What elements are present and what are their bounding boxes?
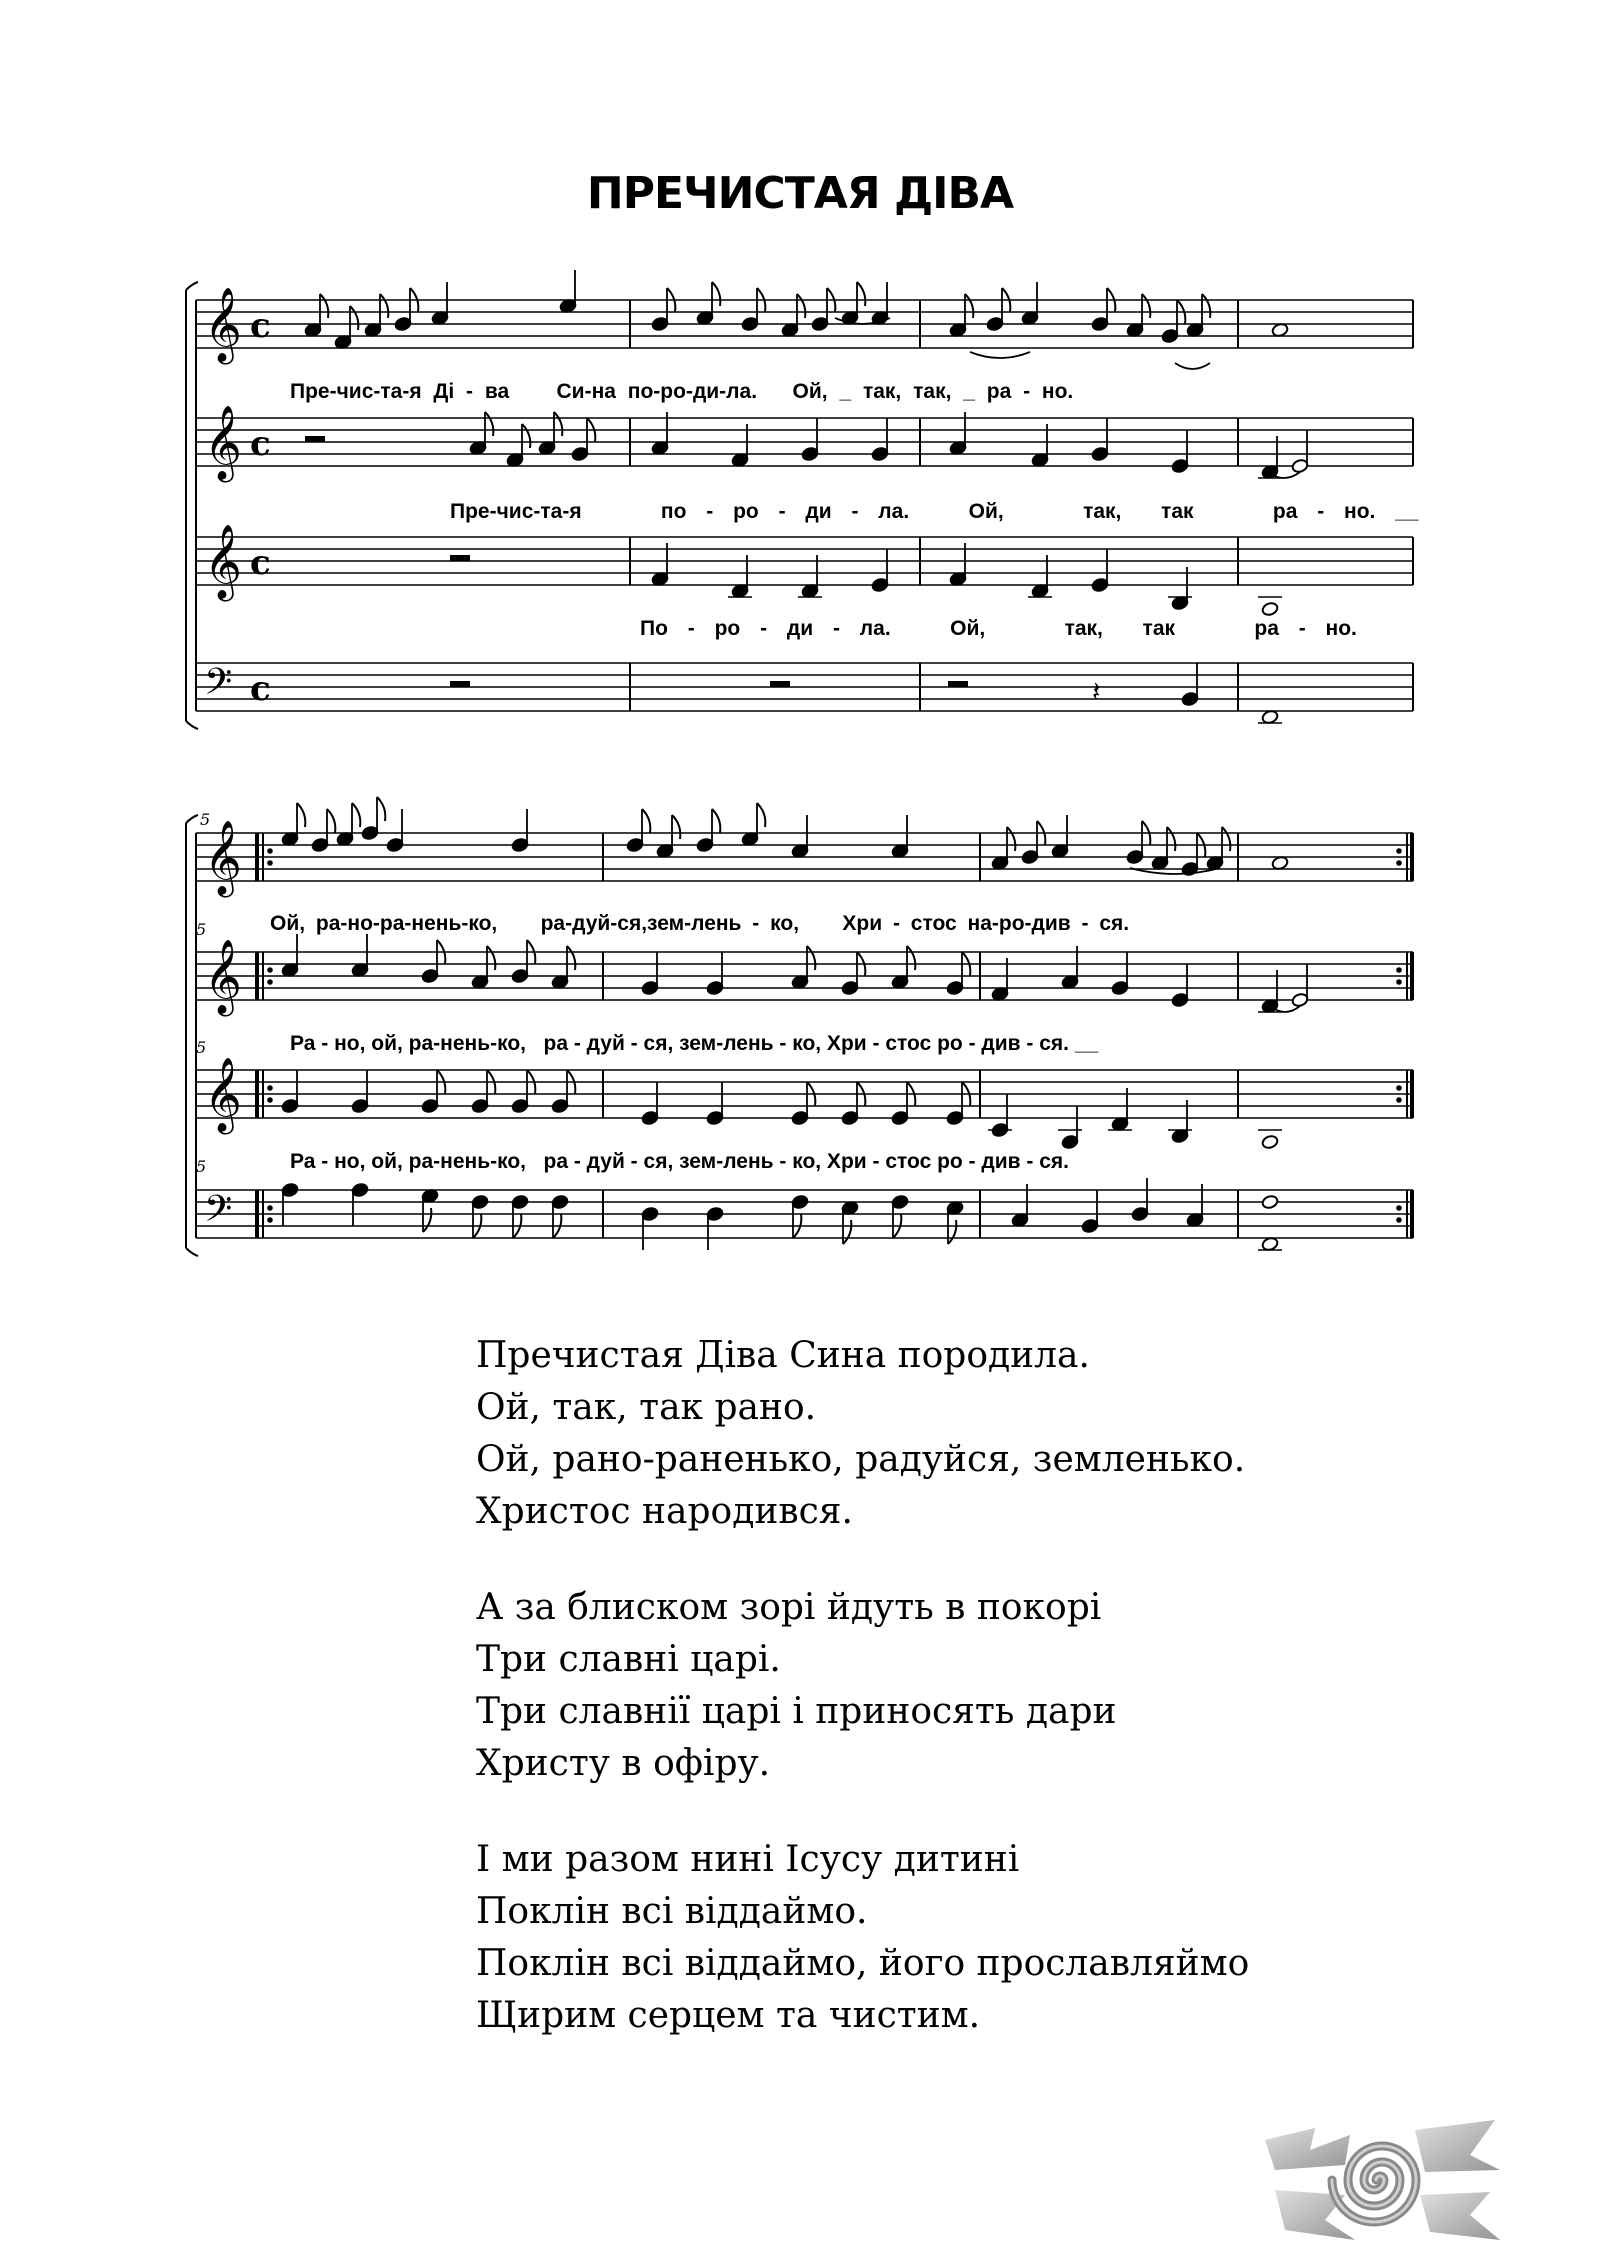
repeat-dot [1396,860,1402,866]
note-head [1261,1134,1279,1149]
verse-line: А за блиском зорі йдуть в покорі [476,1587,1102,1628]
lyrics-tenor-system1: По - ро - ди - ла. Ой, так, так ра - но. [640,617,1357,640]
note-flag [1142,294,1150,318]
verse-1 [476,1330,1376,1538]
note-flag [522,424,530,448]
bass-clef-icon: 𝄢 [204,1188,233,1239]
bass-clef-icon: 𝄢 [204,661,233,712]
rest-icon [450,555,470,561]
measure-number: 5 [196,1157,207,1176]
repeat-dot [1396,1205,1402,1211]
verse-line: Поклін всі віддаймо, його прославляймо [476,1943,1250,1984]
note-flag [1167,827,1175,851]
note-flag [642,809,650,833]
rest-icon [948,681,968,687]
verse-line: І ми разом нині Ісусу дитині [476,1839,1020,1880]
note-flag [350,306,358,330]
tie-slur [1175,363,1210,369]
treble-clef-icon: 𝄞 [204,1058,242,1132]
verse-2 [476,1582,1376,1790]
lyrics-alto-system1: Пре-чис-та-я по - ро - ди - ла. Ой, так, так ра - но. __ [450,500,1419,523]
note-flag [1202,294,1210,318]
note-flag [712,282,720,306]
treble-clef-icon: 𝄞 [204,288,242,362]
note-flag [352,803,360,827]
note-flag [948,1220,956,1244]
repeat-dot [1396,1217,1402,1223]
barline [255,952,259,1000]
treble-clef-icon: 𝄞 [204,821,242,895]
measure-number: 5 [196,920,207,939]
verse-line: Пречистая Діва Сина породила. [476,1335,1090,1376]
note-head [1261,601,1279,616]
swirl-ornament-icon [1255,2110,1505,2250]
barline [1410,952,1414,1000]
repeat-dot [1396,1085,1402,1091]
note-flag [797,294,805,318]
measure-number: 5 [200,810,211,829]
repeat-dot [1396,967,1402,973]
note-flag [857,282,865,306]
barline [255,833,259,881]
verse-line: Три славні царі. [476,1639,781,1680]
note-flag [487,946,495,970]
note-flag [554,412,562,436]
time-signature-icon: c [250,543,271,583]
verse-line: Ой, так, так рано. [476,1387,817,1428]
repeat-dot [1396,979,1402,985]
barline [255,1190,259,1238]
note-flag [807,946,815,970]
verse-line: Христу в офіру. [476,1743,771,1784]
barline [1410,1070,1414,1118]
time-signature-icon: c [250,306,271,346]
repeat-dot [267,1085,273,1091]
note-flag [1007,827,1015,851]
note-head [1261,1194,1279,1209]
treble-clef-icon: 𝄞 [204,525,242,599]
note-flag [380,294,388,318]
note-flag [377,797,385,821]
note-flag [843,1220,851,1244]
lyrics-alto-system2: Ра - но, ой, ра-нень-ко, ра - дуй - ся, зем-лень - ко, Хри - стос ро - див - ся. __ [290,1032,1099,1055]
note-flag [907,946,915,970]
lyrics-tenor-system2: Ра - но, ой, ра-нень-ко, ра - дуй - ся, зем-лень - ко, Хри - стос ро - див - ся. [290,1150,1069,1173]
note-flag [320,294,328,318]
verse-line: Три славнії царі і приносять дари [476,1691,1117,1732]
time-signature-icon: c [250,424,271,464]
verse-3 [476,1834,1376,2042]
repeat-dot [1396,848,1402,854]
measure-number: 5 [196,1038,207,1057]
repeat-dot [267,967,273,973]
note-flag [485,412,493,436]
note-flag [423,1208,431,1232]
repeat-dot [267,979,273,985]
rest-icon [450,681,470,687]
note-flag [1222,827,1230,851]
repeat-dot [267,860,273,866]
lyrics-soprano-system2: Ой, ра-но-ра-нень-ко, ра-дуй-ся,зем-лень - ко, Хри - стос на-ро-див - ся. [270,912,1130,935]
rest-icon [770,681,790,687]
verse-line: Христос народився. [476,1491,853,1532]
verse-line: Ой, рано-раненько, радуйся, земленько. [476,1439,1246,1480]
note-flag [297,803,305,827]
repeat-dot [1396,1097,1402,1103]
note-flag [567,946,575,970]
lyrics-soprano-system1: Пре-чис-та-я Ді - ва Си-на по-ро-ди-ла. Ой, _ так, так, _ ра - но. [290,380,1074,403]
treble-clef-icon: 𝄞 [204,406,242,480]
barline [1410,833,1414,881]
repeat-dot [267,848,273,854]
note-flag [757,803,765,827]
barline [1410,1190,1414,1238]
rest-icon [305,436,325,442]
note-flag [672,815,680,839]
verse-line: Щирим серцем та чистим. [476,1995,981,2036]
note-flag [327,809,335,833]
note-flag [712,809,720,833]
verse-line: Поклін всі віддаймо. [476,1891,868,1932]
treble-clef-icon: 𝄞 [204,940,242,1014]
page-title: ПРЕЧИСТАЯ ДІВА [586,168,1014,219]
barline [255,1070,259,1118]
note-flag [965,294,973,318]
repeat-dot [267,1217,273,1223]
repeat-dot [267,1097,273,1103]
repeat-dot [267,1205,273,1211]
quarter-rest-icon: 𝄽 [1092,675,1101,708]
time-signature-icon: c [250,669,271,709]
tie-slur [970,352,1030,358]
